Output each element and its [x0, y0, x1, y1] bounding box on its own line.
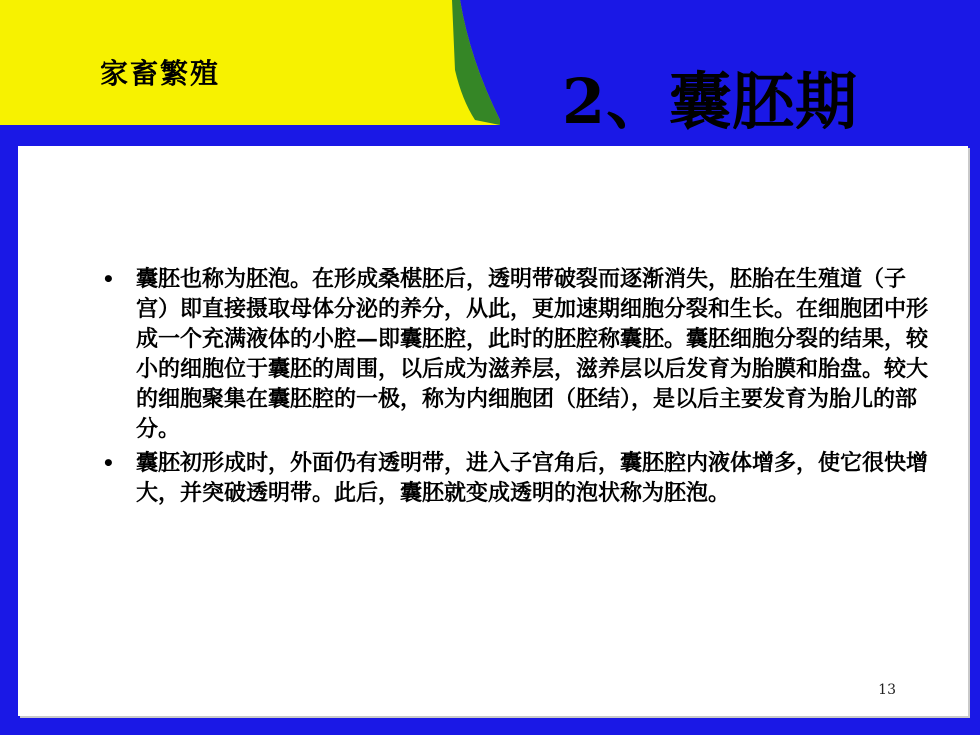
content-panel	[18, 146, 968, 716]
slide-title: 2、囊胚期	[562, 65, 859, 138]
page-number: 13	[878, 682, 896, 698]
bullet-list	[96, 264, 936, 512]
bullet-item	[96, 448, 936, 508]
bullet-item	[96, 264, 936, 444]
bullet-text: 囊胚也称为胚泡。在形成桑椹胚后，透明带破裂而逐渐消失，胚胎在生殖道（子宫）即直接摄取母体分泌的养分，从此，更加速期细胞分裂和生长。在细胞团中形成一个充满液体的小腔—即囊胚腔，此时的胚腔称囊胚。囊胚细胞分裂的结果，较小的细胞位于囊胚的周围，以后成为滋养层，滋养层以后发育为胎膜和胎盘。较大的细胞聚集在囊胚腔的一极，称为内细胞团（胚结），是以后主要发育为胎儿的部分。	[136, 266, 929, 442]
bullet-icon: •	[102, 267, 115, 291]
bullet-text: 囊胚初形成时，外面仍有透明带，进入子宫角后，囊胚腔内液体增多，使它很快增大，并突破透明带。此后，囊胚就变成透明的泡状称为胚泡。	[136, 450, 929, 506]
course-title: 家畜繁殖	[100, 57, 221, 90]
bullet-icon: •	[102, 451, 115, 475]
